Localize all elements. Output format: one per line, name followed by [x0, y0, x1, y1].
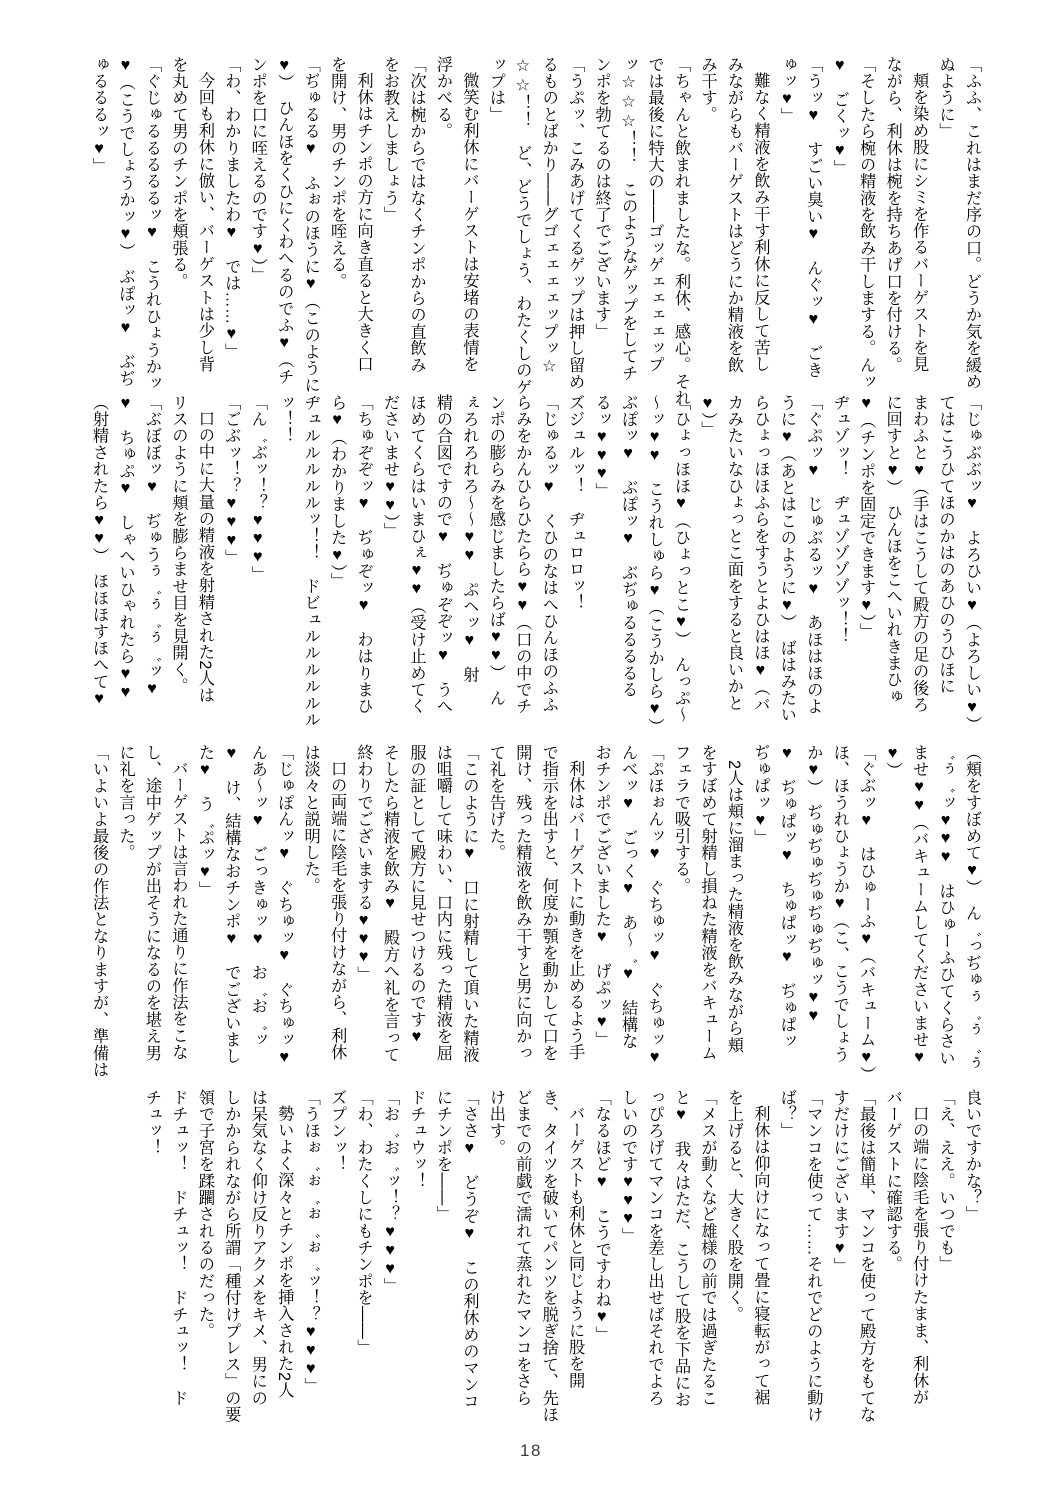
text-column: チュッ！ — [142, 1089, 161, 1156]
text-column: ぢゅぱッ♥」 — [751, 744, 770, 846]
text-column: 「じゅぽんッ♥ ぐちゅッ♥ ぐちゅッ♥ — [275, 744, 294, 1067]
text-column: ンポを口に咥えるのです♥）」 — [248, 56, 267, 284]
text-column: らみをかんひらひたらら♥♥（口の中でチ — [513, 394, 532, 715]
text-column: 口の端に陰毛を張り付けたまま、利休が — [910, 1105, 929, 1406]
text-column: 頬を染め股にシミを作るバーゲストを見 — [910, 72, 929, 373]
text-column: ♥ ごくッ♥」 — [830, 56, 849, 177]
text-column: うに♥（あとはこのように♥） ばはみたい — [777, 394, 796, 724]
text-column: 「わ、わかりましたわ♥ では……♥」 — [222, 56, 241, 360]
text-column: 「最後は簡単、マンコを使って殿方をもてな — [857, 1089, 876, 1423]
text-column: んあ〜ッ♥ ごっきゅッ♥ お゛お゛ッ — [248, 744, 267, 1048]
text-column: 「わ、わたくしにもチンポを――」 — [354, 1089, 373, 1357]
text-column: ♥（こうでしょうかッ♥） ぶぽッ♥ ぶぢ — [116, 56, 135, 387]
text-column: 「ん゛ぶッ！？♥♥♥」 — [248, 394, 267, 583]
text-column: 「じゅるッ♥ くひのなはへひんほのふふ — [539, 394, 558, 713]
text-column: を上げると、大きく股を開く。 — [724, 1089, 743, 1323]
text-column: ぇろれろれろ〜〜♥♥ ぷヘッ♥ 射 — [460, 394, 479, 683]
text-column: では最後に特大の――ゴッゲェェェェップ — [645, 56, 664, 374]
text-column: ら♥（わかりました♥）」 — [328, 394, 347, 590]
text-column: は呆気なく仰け反りアクメをキメ、男にの — [248, 1089, 267, 1407]
text-column: 精の合図ですので♥ ぢゅぞぞッ♥ うへ — [433, 394, 452, 715]
text-column: 利休はバーゲストに動きを止めるよう手 — [566, 760, 585, 1061]
text-column: 「マンコを使って……それでどのように動け — [804, 1089, 823, 1423]
text-column: か♥） ぢゅぢゅぢゅぢゅぢゅッ♥♥ — [804, 744, 823, 1025]
text-column: をすぼめて射精し損ねた精液をバキューム — [698, 744, 717, 1062]
text-column: 「うッ♥ すごい臭い♥ んぐッ♥ ごき — [804, 56, 823, 379]
text-column: （射精されたら♥♥） ほほほすほへて♥ — [90, 394, 109, 709]
text-column: バーゲストも利休と同じように股を開 — [566, 1105, 585, 1390]
text-column: ♥ ちゅぷ♥ しゃへいひゃれたら♥♥ — [116, 394, 135, 702]
text-column: ♥ ぢゅぱッ♥ ちゅぱッ♥ ぢゅぱッ — [777, 744, 796, 1050]
text-column: た♥ う゛ぷッ♥」 — [195, 744, 214, 898]
text-column: 「メスが動くなど雄様の前では過ぎたるこ — [698, 1089, 717, 1407]
text-column: 利休はチンポの方に向き直ると大きく口 — [354, 72, 373, 373]
text-column: ださいませ♥♥）」 — [381, 394, 400, 540]
text-column: ♥ け、結構なおチンポ♥ でございまし — [222, 744, 241, 1065]
text-column: 「ごぶッ！？♥♥♥」 — [222, 394, 241, 567]
text-column: き、タイツを破いてパンツを脱ぎ捨て、先ほ — [539, 1089, 558, 1423]
text-column: 「ぐじゅるるるるるッ♥ こうれひょうかッ — [142, 56, 161, 392]
text-column: 「ささ♥ どうぞ♥ この利休めのマンコ — [460, 1089, 479, 1410]
text-column: は淡々と説明した。 — [301, 744, 320, 895]
text-column: 「じゅぶぶッ♥ よろひい♥（よろしい♥） — [963, 394, 981, 733]
text-column: ンポの膨らみを感じましたらば♥♥） ん — [486, 394, 505, 707]
text-column: ながら、利休は椀を持ちあげ口を付ける。 — [883, 56, 902, 374]
text-column: らひょっほほふらをすうとよひはほ♥（バ — [751, 394, 770, 713]
text-column: 「え、ええ。いつでも」 — [936, 1089, 955, 1273]
text-column: み干す。 — [698, 56, 717, 123]
text-column: は咀嚼して味わい、口内に残った精液を屈 — [433, 744, 452, 1062]
text-column: るものとばかり――グゴェェェェップッ☆ — [539, 56, 558, 376]
text-column: カみたいなひょっとこ面をすると良いかと — [724, 394, 743, 712]
text-column: ♥） — [883, 744, 902, 780]
text-column: ☆☆！！ ど、どうでしょう、わたくしのゲ — [513, 56, 532, 396]
text-column: ヂュゾッ！ ヂュゾゾゾゾッ！！ — [830, 394, 849, 645]
text-column: ドチュウッ！ — [407, 1089, 426, 1190]
text-column: 利休は仰向けになって畳に寝転がって裾 — [751, 1105, 770, 1406]
text-column: ドチュッ！ ドチュッ！ ドチュッ！ ド — [169, 1089, 188, 1407]
text-column: ぶぽッ♥ ぶぽッ♥ ぶぢゅるるるるる — [619, 394, 638, 698]
text-column: 勢いよく深々とチンポを挿入された2人 — [275, 1105, 294, 1399]
text-column: と♥ 我々はただ、こうして股を下品にお — [672, 1089, 691, 1408]
text-column: んべッ♥ ごっく♥ あ〜゛♥ 結構な — [619, 744, 638, 1050]
text-column: にチンポを――」 — [433, 1089, 452, 1223]
text-column: し、途中ゲップが出そうになるのを堪え男 — [142, 744, 161, 1062]
text-column: ぬように」 — [936, 56, 955, 140]
text-column: で指示を出すと、何度か顎を動かして口を — [539, 744, 558, 1062]
text-column: ♥） ひんほをくひにくわへるのでふ♥（チ — [275, 56, 294, 386]
text-column: 「ぐぷッ♥ じゅぶるッ♥ あほはほのよ — [804, 394, 823, 715]
text-column: け出す。 — [486, 1089, 505, 1156]
text-column: 「ぐぶッ♥ はひゅーふ♥（バキューム♥） — [857, 744, 876, 1083]
text-column: るッ♥♥♥」 — [592, 394, 611, 500]
text-column: 「ひょっほほ♥（ひょっとこ♥） んっぷ〜 — [672, 394, 691, 724]
text-column: おチンポでございました♥ げぷッ♥」 — [592, 744, 611, 1048]
page-number: 18 — [520, 1441, 542, 1460]
text-column: 〜ッ♥♥ こうれしゅら♥（こうかしら♥） — [645, 394, 664, 735]
text-column: 領で子宮を蹂躙されるのだった。 — [195, 1089, 214, 1340]
text-column: 「お゛お゛ッ！？♥♥♥」 — [381, 1089, 400, 1295]
text-band-2 — [84, 394, 985, 735]
text-column: しいのです♥♥♥」 — [619, 1089, 638, 1245]
text-column: 「ちゃんと飲まれましたな。利休、感心。それ — [672, 56, 691, 407]
text-band-4 — [84, 1089, 985, 1434]
text-column: ば？」 — [777, 1089, 796, 1140]
text-column: ズジュルッ！ ヂュロロッ！ — [566, 394, 585, 611]
text-column: を丸めて男のチンポを頬張る。 — [169, 56, 188, 290]
text-column: 「このように♥ 口に射精して頂いた精液 — [460, 744, 479, 1063]
text-column: 良いですかな？」 — [963, 1089, 981, 1223]
text-column: 「次は椀からではなくチンポからの直飲み — [407, 56, 426, 374]
text-column: どまでの前戯で濡れて蒸れたマンコをさら — [513, 1089, 532, 1407]
text-column: 「ぶぼぼッ♥ ぢゅうぅ゛ぅ゛ぅ゛ッ♥ — [142, 394, 161, 698]
text-column: て礼を告げた。 — [486, 744, 505, 861]
text-column: 「うぷッ、こみあげてくるゲップは押し留め — [566, 56, 585, 390]
text-column: リスのように頬を膨らませ目を見開く。 — [169, 394, 188, 695]
text-band-3 — [84, 744, 985, 1085]
text-column: ませ♥♥（バキュームしてくださいませ♥ — [910, 744, 929, 1067]
text-column: ズプンッ！ — [328, 1089, 347, 1173]
text-column: 「うほぉ゛ぉ゛ぉ゛ぉ゛ッ！？♥♥♥」 — [301, 1089, 320, 1395]
text-column: しかかられながら所謂「種付けプレス」の要 — [222, 1089, 241, 1423]
text-column: 今回も利休に倣い、バーゲストは少し背 — [195, 72, 214, 373]
text-column: バーゲストは言われた通りに作法をこな — [169, 760, 188, 1061]
text-column: ンポを勃てるのは終了でございます」 — [592, 56, 611, 340]
text-column: バーゲストに確認する。 — [883, 1089, 902, 1273]
text-column: てはこうひてほのかはのあひのうひほに — [936, 394, 955, 695]
text-column: 服の証として殿方に見せつけるのです♥ — [407, 744, 426, 1047]
text-column: （頬をすぼめて♥） ん゛っぢゅぅ゛ぅ゛ぅ — [963, 744, 981, 1072]
text-column: 難なく精液を飲み干す利休に反して苦し — [751, 72, 770, 373]
text-column: ッ☆☆☆！！ このようなゲップをしてチ — [619, 56, 638, 382]
text-column: 終わりでございまする♥♥♥」 — [354, 744, 373, 983]
text-column: 開け、残った精液を飲み干すと男に向かっ — [513, 744, 532, 1062]
text-column: ゅるるるッ♥」 — [90, 56, 109, 175]
text-column: すだけにございます♥」 — [830, 1089, 849, 1275]
text-column: を開け、男のチンポを咥える。 — [328, 56, 347, 290]
text-column: 浮かべる。 — [433, 56, 452, 140]
text-column: 「いよいよ最後の作法となりますが、準備は — [90, 744, 109, 1078]
text-column: ♥）」 — [698, 394, 717, 438]
text-column: 「ぢゅるる♥ ふぉのほうに♥（このように — [301, 56, 320, 394]
text-column: に礼を言った。 — [116, 744, 135, 861]
text-column: ♥（チンポを固定できます♥）」 — [857, 394, 876, 640]
text-column: 微笑む利休にバーゲストは安堵の表情を — [460, 72, 479, 373]
text-column: 「ふふ、これはまだ序の口。どうか気を緩め — [963, 56, 981, 390]
text-band-1 — [84, 56, 985, 407]
text-column: ゅッ♥」 — [777, 56, 796, 125]
text-column: そしたら精液を飲み♥ 殿方へ礼を言って — [381, 744, 400, 1063]
text-column: 「なるほど♥ こうですわね♥」 — [592, 1089, 611, 1343]
text-column: 口の両端に陰毛を張り付けながら、利休 — [328, 760, 347, 1061]
text-column: 口の中に大量の精液を射精された2人は — [195, 410, 214, 704]
text-column: みながらもバーゲストはどうにか精液を飲 — [724, 56, 743, 374]
text-column: ップは」 — [486, 56, 505, 123]
text-column: 「ちゅぞぞッ♥ ぢゅぞッ♥ わはりまひ — [354, 394, 373, 715]
text-column: ヂュルルルルルッ！！ ドビュルルルルルル — [301, 394, 320, 728]
text-column: 「ぷほぉんッ♥ ぐちゅッ♥ ぐちゅッ♥ — [645, 744, 664, 1067]
text-column: 「そしたら椀の精液を飲み干しまする。んッ — [857, 56, 876, 390]
text-column: ほめてくらはいまひぇ♥♥（受け止めてく — [407, 394, 426, 715]
text-column: 2人は頬に溜まった精液を飲みながら頬 — [724, 760, 743, 1054]
text-column: をお教えしましょう」 — [381, 56, 400, 223]
text-column: ッ！！ — [275, 394, 294, 445]
text-column: っぴろげてマンコを差し出せばそれでよろ — [645, 1089, 664, 1407]
text-column: に回すと♥） ひんほをこへいれきまひゅ — [883, 394, 902, 705]
text-column: まわふと♥（手はこうして殿方の足の後ろ — [910, 394, 929, 713]
text-column: ゛ぅ゛ッ♥♥♥ はひゅーふひてくらさい — [936, 744, 955, 1067]
text-column: ほ、ほうれひょうか♥（こ、こうでしょう — [830, 744, 849, 1063]
text-column: フェラで吸引する。 — [672, 744, 691, 895]
